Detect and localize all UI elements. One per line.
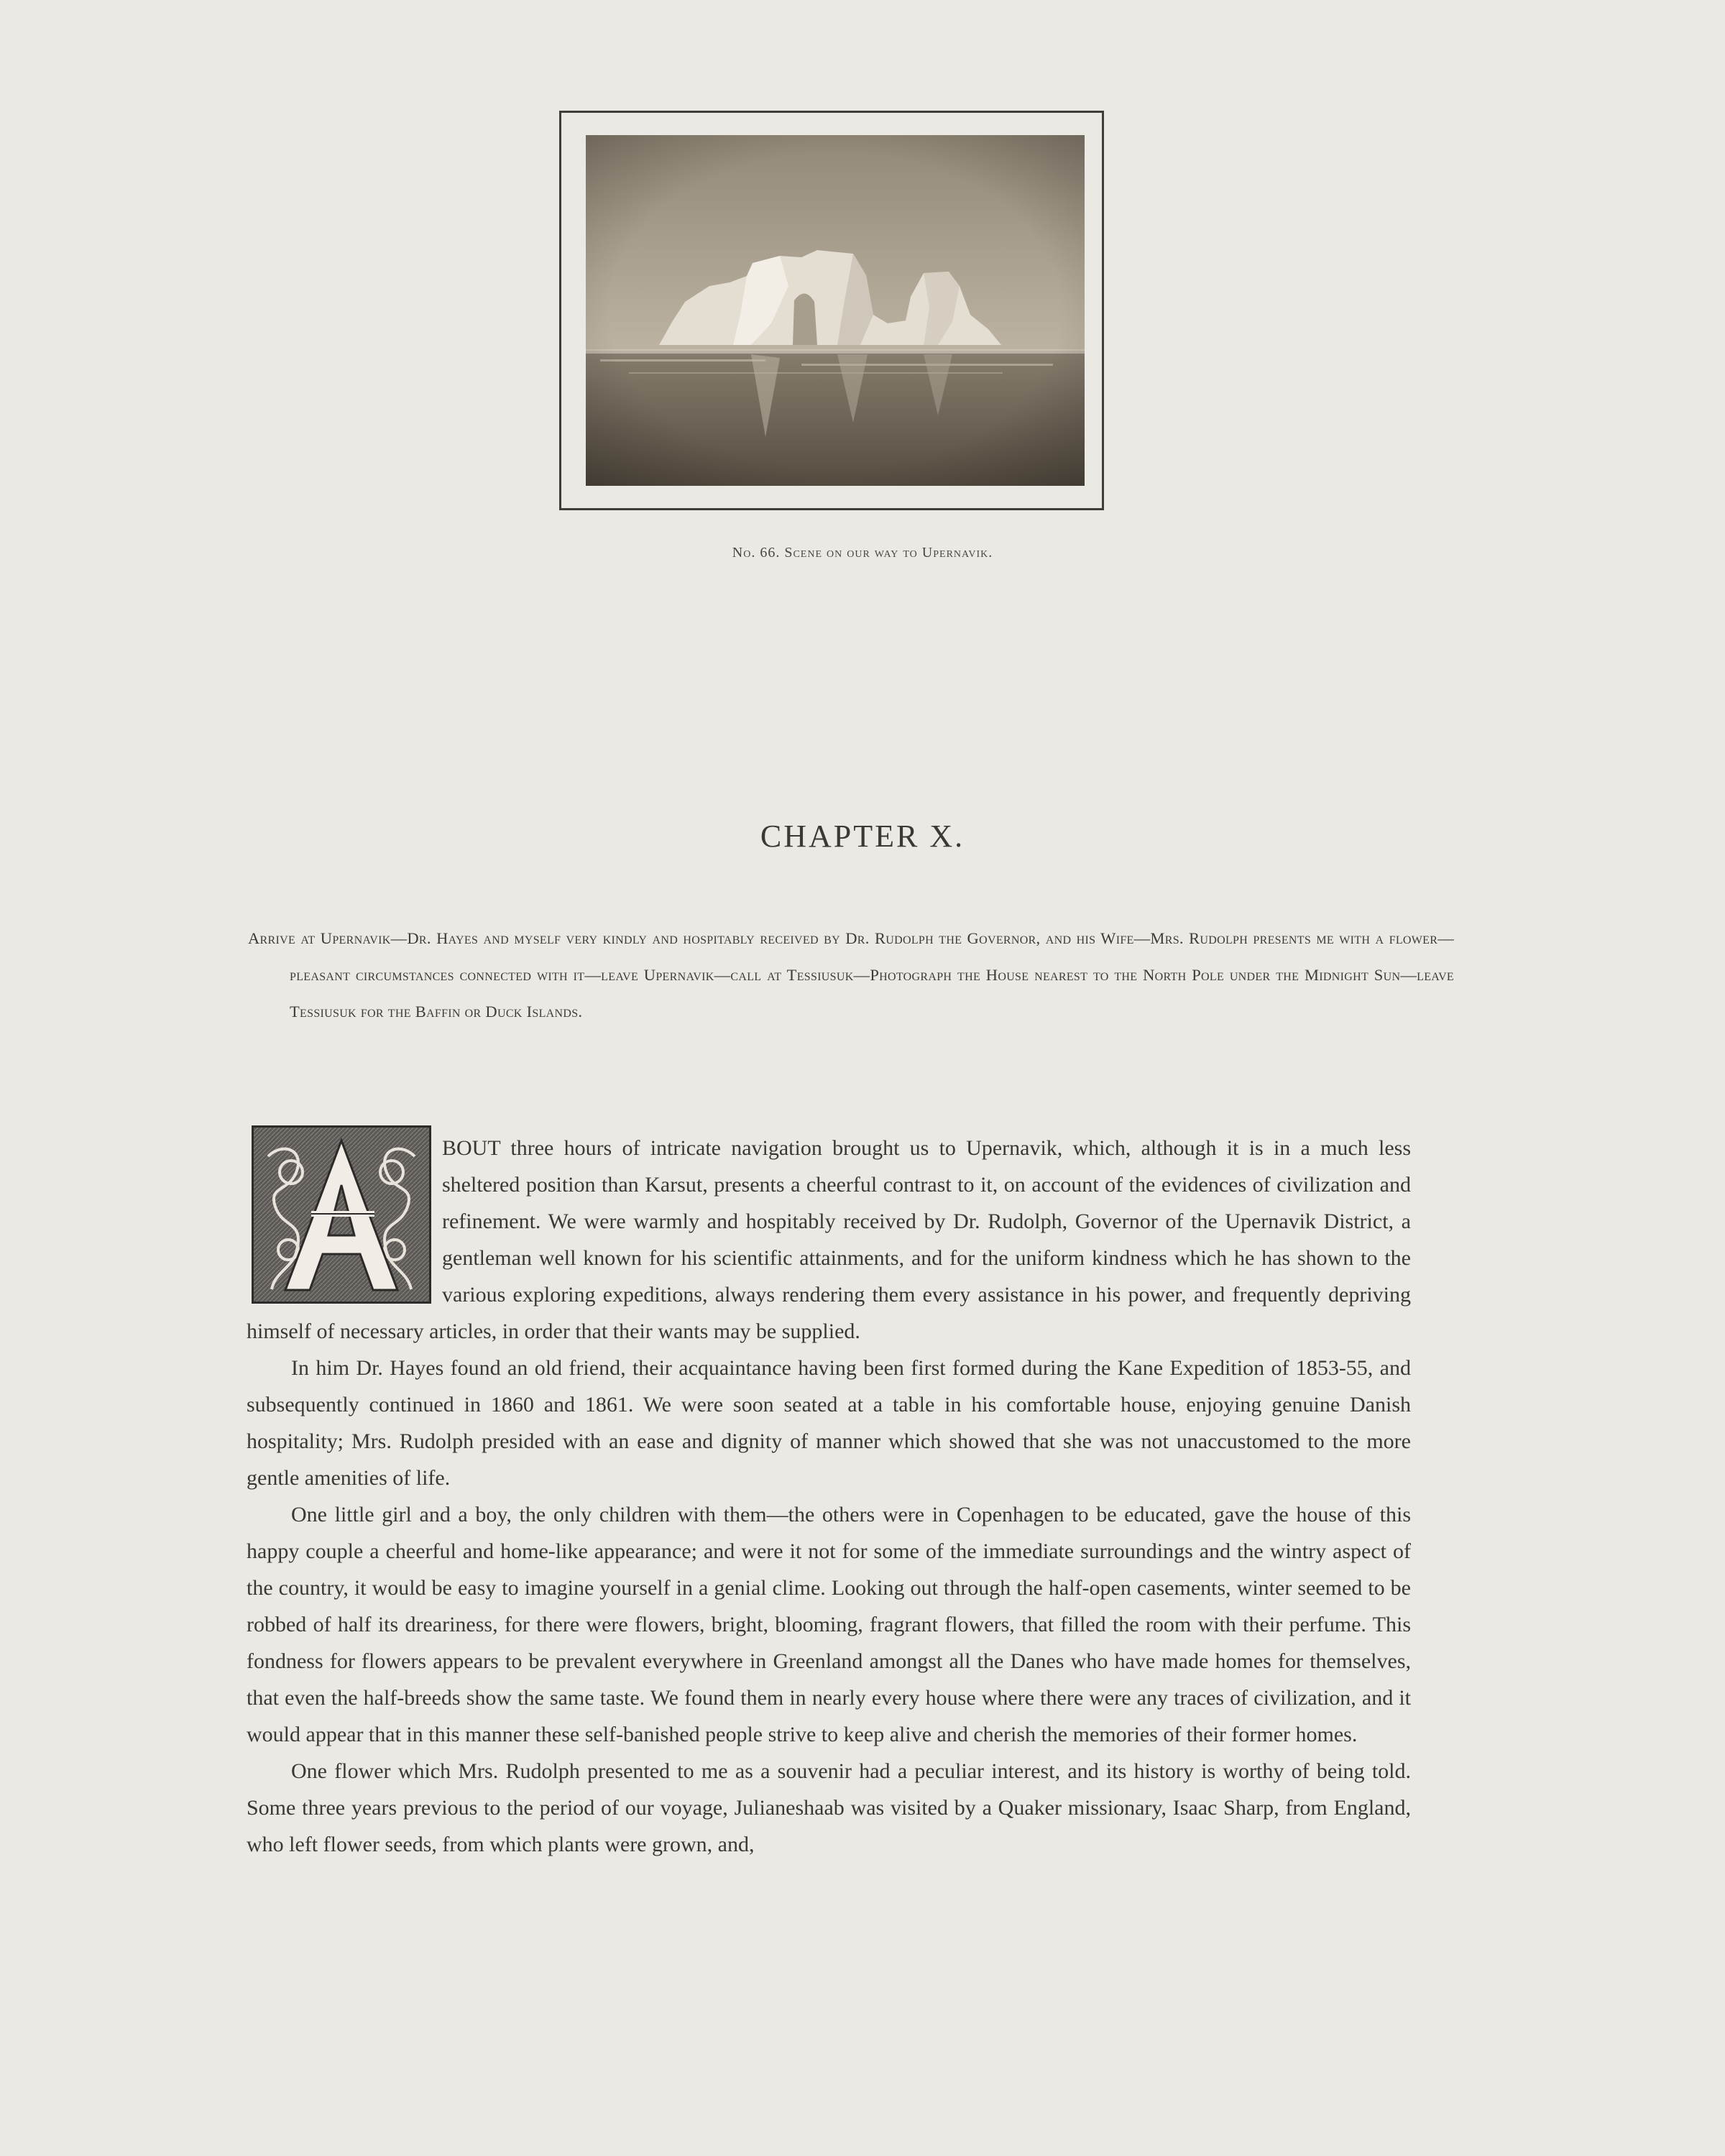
chapter-title: CHAPTER X.: [760, 819, 965, 854]
paragraph-1-text: BOUT three hours of intricate navigation brought us to Upernavik, which, although it is in a much less sheltered position than Karsut, presents a cheerful contrast to it, on account of the evidences of civilization and refinement. We were warmly and hospitably received by Dr. Rudolph, Governor of the Upernavik District, a gentleman well known for his scientific attainments, and for the uniform kindness which he has shown to the various exploring expeditions, always rendering them every assistance in his power, and frequently depriving himself of necessary articles, in order that their wants may be supplied.: [247, 1136, 1411, 1343]
chapter-summary: Arrive at Upernavik—Dr. Hayes and myself very kindly and hospitably received by Dr. Rudolph the Governor, and his Wife—Mrs. Rudolph presents me with a flower—pleasant circumstances connected with it—leave Upernavik—call at Tessiusuk—Photograph the House nearest to the North Pole under the Midnight Sun—leave Tessiusuk for the Baffin or Duck Islands.: [248, 929, 1454, 1021]
paragraph-1: [247, 1130, 1411, 1350]
paragraph-3: One little girl and a boy, the only children with them—the others were in Copenhagen to be educated, gave the house of this happy couple a cheerful and home-like appearance; and were it not for some of the immediate surroundings and the wintry aspect of the country, it would be easy to imagine yourself in a genial clime. Looking out through the half-open casements, winter seemed to be robbed of half its dreariness, for there were flowers, bright, blooming, fragrant flowers, that filled the room with their perfume. This fondness for flowers appears to be prevalent everywhere in Greenland amongst all the Danes who have made homes for themselves, that even the half-breeds show the same taste. We found them in nearly every house where there were any traces of civilization, and it would appear that in this manner these self-banished people strive to keep alive and cherish the memories of their former homes.: [247, 1503, 1411, 1746]
paragraph-2: In him Dr. Hayes found an old friend, their acquaintance having been first formed during the Kane Expedition of 1853-55, and subsequently continued in 1860 and 1861. We were soon seated at a table in his comfortable house, enjoying genuine Danish hospitality; Mrs. Rudolph presided with an ease and dignity of manner which showed that she was not unaccustomed to the more gentle amenities of life.: [247, 1356, 1411, 1490]
dropcap-space: [247, 1130, 442, 1309]
iceberg-illustration: [586, 135, 1085, 486]
chapter-body: [247, 1130, 1411, 1863]
paragraph-4: One flower which Mrs. Rudolph presented to me as a souvenir had a peculiar interest, and its history is worthy of being told. Some three years previous to the period of our voyage, Julianeshaab was visited by a Quaker missionary, Isaac Sharp, from England, who left flower seeds, from which plants were grown, and,: [247, 1759, 1411, 1856]
iceberg-photograph: [586, 135, 1085, 486]
plate-caption: No. 66. Scene on our way to Upernavik.: [732, 545, 993, 561]
